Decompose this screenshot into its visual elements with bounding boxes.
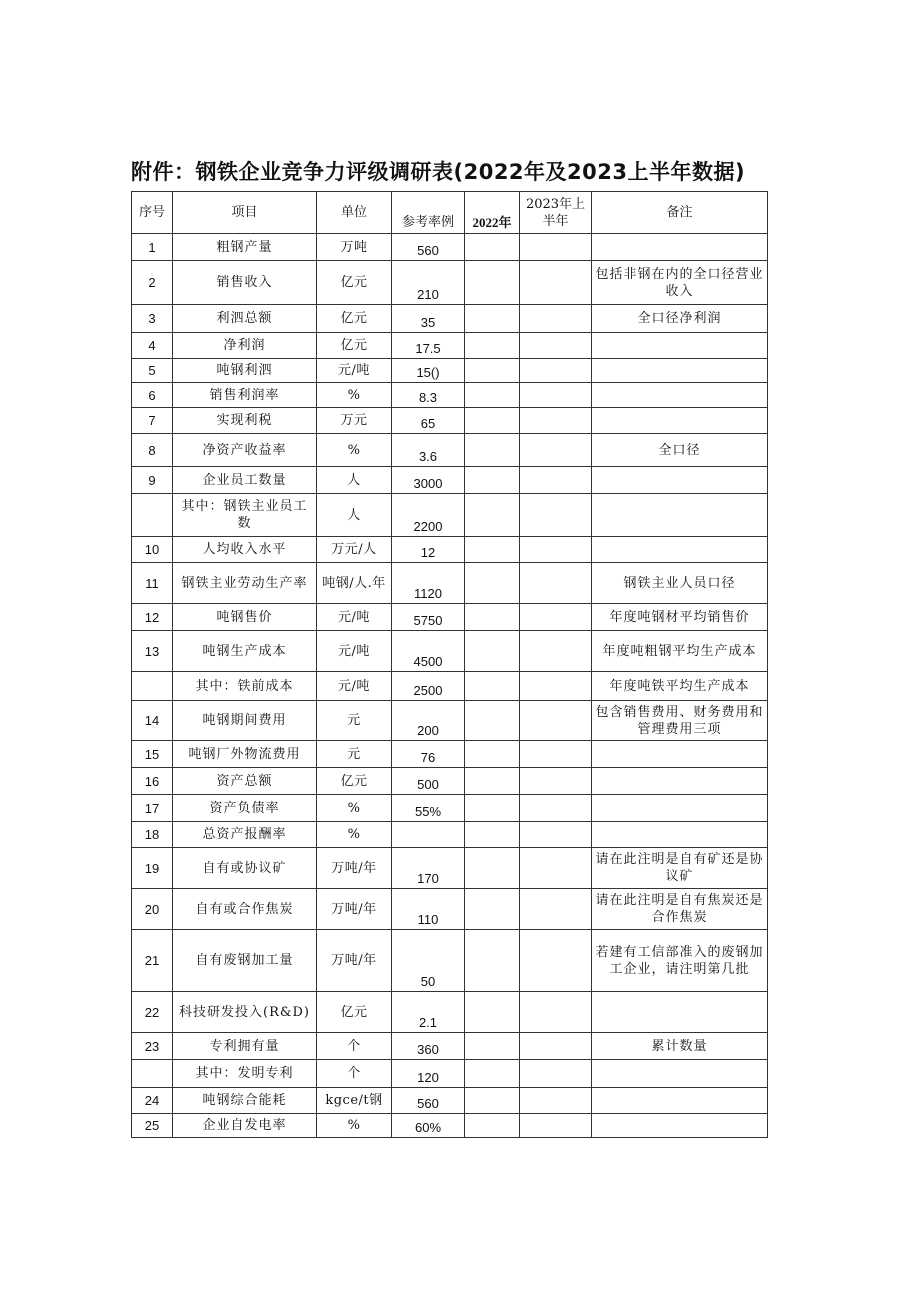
row-item: 自有或合作焦炭 <box>173 889 317 930</box>
survey-table <box>131 191 768 1138</box>
row-unit: 个 <box>317 1033 392 1060</box>
row-2022-value <box>465 848 520 889</box>
row-2022-value <box>465 1114 520 1138</box>
row-ref-value: 2.1 <box>392 992 465 1033</box>
row-note <box>592 741 768 768</box>
row-note <box>592 795 768 822</box>
row-seq: 9 <box>132 467 173 494</box>
row-2022-value <box>465 359 520 383</box>
row-2022-value <box>465 305 520 333</box>
table-row <box>132 383 768 408</box>
table-row <box>132 672 768 701</box>
row-item: 粗钢产量 <box>173 234 317 261</box>
row-note: 年度吨钢材平均销售价 <box>592 604 768 631</box>
row-2022-value <box>465 408 520 434</box>
row-item: 实现利税 <box>173 408 317 434</box>
row-note <box>592 1088 768 1114</box>
row-unit: 元/吨 <box>317 359 392 383</box>
row-item: 净利润 <box>173 333 317 359</box>
row-note: 若建有工信部准入的废钢加工企业，请注明第几批 <box>592 930 768 992</box>
row-unit: 个 <box>317 1060 392 1088</box>
page-title: 附件：钢铁企业竞争力评级调研表(2022年及2023上半年数据) <box>131 160 746 184</box>
row-ref-value: 2200 <box>392 494 465 537</box>
row-note <box>592 359 768 383</box>
row-2022-value <box>465 563 520 604</box>
row-ref-value: 35 <box>392 305 465 333</box>
row-note <box>592 383 768 408</box>
row-2023-value <box>520 494 592 537</box>
table-row <box>132 631 768 672</box>
row-item: 人均收入水平 <box>173 537 317 563</box>
table-row <box>132 1060 768 1088</box>
row-item: 其中：铁前成本 <box>173 672 317 701</box>
row-unit: 人 <box>317 467 392 494</box>
row-2022-value <box>465 333 520 359</box>
row-ref-value: 110 <box>392 889 465 930</box>
row-2023-value <box>520 604 592 631</box>
row-item: 科技研发投入(R&D) <box>173 992 317 1033</box>
row-item: 吨钢利泗 <box>173 359 317 383</box>
row-unit: 亿元 <box>317 305 392 333</box>
row-unit: % <box>317 383 392 408</box>
row-note <box>592 1060 768 1088</box>
table-row <box>132 889 768 930</box>
row-2023-value <box>520 930 592 992</box>
table-row <box>132 434 768 467</box>
row-2023-value <box>520 563 592 604</box>
row-ref-value: 65 <box>392 408 465 434</box>
row-2023-value <box>520 333 592 359</box>
row-ref-value: 5750 <box>392 604 465 631</box>
header-note: 备注 <box>592 192 768 234</box>
row-ref-value: 4500 <box>392 631 465 672</box>
row-seq: 1 <box>132 234 173 261</box>
table-row <box>132 305 768 333</box>
header-row <box>132 192 768 234</box>
row-2023-value <box>520 383 592 408</box>
row-2022-value <box>465 701 520 741</box>
row-ref-value: 1120 <box>392 563 465 604</box>
row-2023-value <box>520 305 592 333</box>
header-2023: 2023年上半年 <box>520 192 592 234</box>
row-unit: 吨钢/人.年 <box>317 563 392 604</box>
row-seq: 23 <box>132 1033 173 1060</box>
table-row <box>132 822 768 848</box>
header-item: 项目 <box>173 192 317 234</box>
row-2023-value <box>520 1088 592 1114</box>
row-item: 销售利润率 <box>173 383 317 408</box>
row-2022-value <box>465 672 520 701</box>
row-2023-value <box>520 889 592 930</box>
row-2023-value <box>520 701 592 741</box>
row-note: 钢铁主业人员口径 <box>592 563 768 604</box>
row-2022-value <box>465 234 520 261</box>
row-ref-value: 360 <box>392 1033 465 1060</box>
row-unit: 亿元 <box>317 992 392 1033</box>
row-note <box>592 408 768 434</box>
row-item: 企业自发电率 <box>173 1114 317 1138</box>
table-row <box>132 333 768 359</box>
row-note: 全口径净利润 <box>592 305 768 333</box>
row-2022-value <box>465 631 520 672</box>
table-row <box>132 741 768 768</box>
row-2022-value <box>465 1060 520 1088</box>
row-ref-value: 560 <box>392 234 465 261</box>
row-unit: 亿元 <box>317 261 392 305</box>
row-seq: 22 <box>132 992 173 1033</box>
row-unit: 亿元 <box>317 768 392 795</box>
row-2022-value <box>465 1088 520 1114</box>
row-item: 吨钢售价 <box>173 604 317 631</box>
row-seq: 16 <box>132 768 173 795</box>
table-row <box>132 1033 768 1060</box>
row-2022-value <box>465 604 520 631</box>
row-ref-value: 15() <box>392 359 465 383</box>
row-2023-value <box>520 261 592 305</box>
row-unit: 人 <box>317 494 392 537</box>
row-ref-value: 12 <box>392 537 465 563</box>
row-unit: 万吨/年 <box>317 848 392 889</box>
row-unit: % <box>317 1114 392 1138</box>
row-seq: 17 <box>132 795 173 822</box>
table-row <box>132 848 768 889</box>
row-note: 年度吨粗钢平均生产成本 <box>592 631 768 672</box>
row-note: 累计数量 <box>592 1033 768 1060</box>
row-item: 销售收入 <box>173 261 317 305</box>
row-unit: 元 <box>317 701 392 741</box>
row-2023-value <box>520 1033 592 1060</box>
row-2023-value <box>520 992 592 1033</box>
row-2023-value <box>520 467 592 494</box>
row-unit: 元 <box>317 741 392 768</box>
row-2023-value <box>520 359 592 383</box>
row-note <box>592 494 768 537</box>
table-row <box>132 408 768 434</box>
row-note <box>592 333 768 359</box>
row-seq: 12 <box>132 604 173 631</box>
row-seq: 5 <box>132 359 173 383</box>
row-ref-value: 8.3 <box>392 383 465 408</box>
row-note <box>592 537 768 563</box>
row-2023-value <box>520 741 592 768</box>
row-2022-value <box>465 992 520 1033</box>
row-2022-value <box>465 889 520 930</box>
row-2023-value <box>520 1114 592 1138</box>
table-row <box>132 563 768 604</box>
row-note <box>592 768 768 795</box>
row-2023-value <box>520 822 592 848</box>
header-2022: 2022年 <box>465 192 520 234</box>
row-2022-value <box>465 467 520 494</box>
row-2023-value <box>520 631 592 672</box>
row-unit: 万吨 <box>317 234 392 261</box>
table-row <box>132 992 768 1033</box>
table-row <box>132 701 768 741</box>
row-2022-value <box>465 261 520 305</box>
row-2023-value <box>520 1060 592 1088</box>
row-item: 专利拥有量 <box>173 1033 317 1060</box>
row-2023-value <box>520 537 592 563</box>
row-seq: 13 <box>132 631 173 672</box>
row-seq <box>132 672 173 701</box>
row-2022-value <box>465 434 520 467</box>
row-ref-value <box>392 822 465 848</box>
table-row <box>132 494 768 537</box>
row-2023-value <box>520 672 592 701</box>
row-item: 吨钢期间费用 <box>173 701 317 741</box>
row-ref-value: 120 <box>392 1060 465 1088</box>
row-2022-value <box>465 822 520 848</box>
row-item: 其中：发明专利 <box>173 1060 317 1088</box>
row-item: 净资产收益率 <box>173 434 317 467</box>
row-unit: 万元/人 <box>317 537 392 563</box>
row-item: 钢铁主业劳动生产率 <box>173 563 317 604</box>
row-ref-value: 55% <box>392 795 465 822</box>
row-unit: 元/吨 <box>317 672 392 701</box>
table-row <box>132 234 768 261</box>
row-note: 请在此注明是自有焦炭还是合作焦炭 <box>592 889 768 930</box>
row-item: 总资产报酬率 <box>173 822 317 848</box>
row-unit: 万吨/年 <box>317 889 392 930</box>
row-seq: 7 <box>132 408 173 434</box>
table-body <box>132 234 768 1138</box>
row-item: 企业员工数量 <box>173 467 317 494</box>
row-note: 请在此注明是自有矿还是协议矿 <box>592 848 768 889</box>
row-item: 吨钢综合能耗 <box>173 1088 317 1114</box>
row-2022-value <box>465 768 520 795</box>
row-2022-value <box>465 494 520 537</box>
row-2022-value <box>465 741 520 768</box>
row-note <box>592 822 768 848</box>
row-unit: kgce/t钢 <box>317 1088 392 1114</box>
table-row <box>132 768 768 795</box>
header-ref: 参考率例 <box>392 192 465 234</box>
row-seq: 11 <box>132 563 173 604</box>
row-ref-value: 2500 <box>392 672 465 701</box>
row-seq: 10 <box>132 537 173 563</box>
row-ref-value: 3.6 <box>392 434 465 467</box>
table-row <box>132 1088 768 1114</box>
row-ref-value: 500 <box>392 768 465 795</box>
row-ref-value: 200 <box>392 701 465 741</box>
row-ref-value: 17.5 <box>392 333 465 359</box>
row-2023-value <box>520 434 592 467</box>
row-seq: 3 <box>132 305 173 333</box>
table-row <box>132 261 768 305</box>
row-ref-value: 170 <box>392 848 465 889</box>
row-2023-value <box>520 795 592 822</box>
row-seq: 15 <box>132 741 173 768</box>
row-note: 包括非钢在内的全口径营业收入 <box>592 261 768 305</box>
table-row <box>132 1114 768 1138</box>
row-seq: 2 <box>132 261 173 305</box>
row-item: 资产总额 <box>173 768 317 795</box>
table-row <box>132 467 768 494</box>
row-2022-value <box>465 537 520 563</box>
row-unit: 元/吨 <box>317 631 392 672</box>
row-2022-value <box>465 383 520 408</box>
row-seq: 4 <box>132 333 173 359</box>
row-unit: % <box>317 795 392 822</box>
row-item: 吨钢厂外物流费用 <box>173 741 317 768</box>
row-note <box>592 467 768 494</box>
row-seq: 8 <box>132 434 173 467</box>
row-note <box>592 234 768 261</box>
table-row <box>132 795 768 822</box>
row-2023-value <box>520 848 592 889</box>
header-unit: 单位 <box>317 192 392 234</box>
row-seq: 20 <box>132 889 173 930</box>
row-ref-value: 76 <box>392 741 465 768</box>
table-row <box>132 359 768 383</box>
row-seq <box>132 1060 173 1088</box>
row-item: 自有废钢加工量 <box>173 930 317 992</box>
row-ref-value: 560 <box>392 1088 465 1114</box>
row-item: 资产负债率 <box>173 795 317 822</box>
row-seq: 19 <box>132 848 173 889</box>
row-unit: 亿元 <box>317 333 392 359</box>
row-unit: 万元 <box>317 408 392 434</box>
row-note <box>592 1114 768 1138</box>
row-note <box>592 992 768 1033</box>
header-seq: 序号 <box>132 192 173 234</box>
row-2022-value <box>465 795 520 822</box>
row-item: 其中：钢铁主业员工数 <box>173 494 317 537</box>
row-2023-value <box>520 768 592 795</box>
row-seq: 6 <box>132 383 173 408</box>
table-row <box>132 604 768 631</box>
row-ref-value: 60% <box>392 1114 465 1138</box>
row-note: 全口径 <box>592 434 768 467</box>
table-row <box>132 930 768 992</box>
row-seq: 14 <box>132 701 173 741</box>
row-seq <box>132 494 173 537</box>
row-item: 利泗总额 <box>173 305 317 333</box>
row-2023-value <box>520 408 592 434</box>
row-unit: % <box>317 822 392 848</box>
row-unit: 元/吨 <box>317 604 392 631</box>
row-2022-value <box>465 1033 520 1060</box>
row-seq: 18 <box>132 822 173 848</box>
row-ref-value: 3000 <box>392 467 465 494</box>
row-note: 包含销售费用、财务费用和管理费用三项 <box>592 701 768 741</box>
row-seq: 25 <box>132 1114 173 1138</box>
table-row <box>132 537 768 563</box>
row-unit: 万吨/年 <box>317 930 392 992</box>
row-2022-value <box>465 930 520 992</box>
row-unit: % <box>317 434 392 467</box>
row-ref-value: 50 <box>392 930 465 992</box>
row-seq: 24 <box>132 1088 173 1114</box>
row-seq: 21 <box>132 930 173 992</box>
row-2023-value <box>520 234 592 261</box>
row-note: 年度吨铁平均生产成本 <box>592 672 768 701</box>
row-item: 吨钢生产成本 <box>173 631 317 672</box>
row-item: 自有或协议矿 <box>173 848 317 889</box>
row-ref-value: 210 <box>392 261 465 305</box>
